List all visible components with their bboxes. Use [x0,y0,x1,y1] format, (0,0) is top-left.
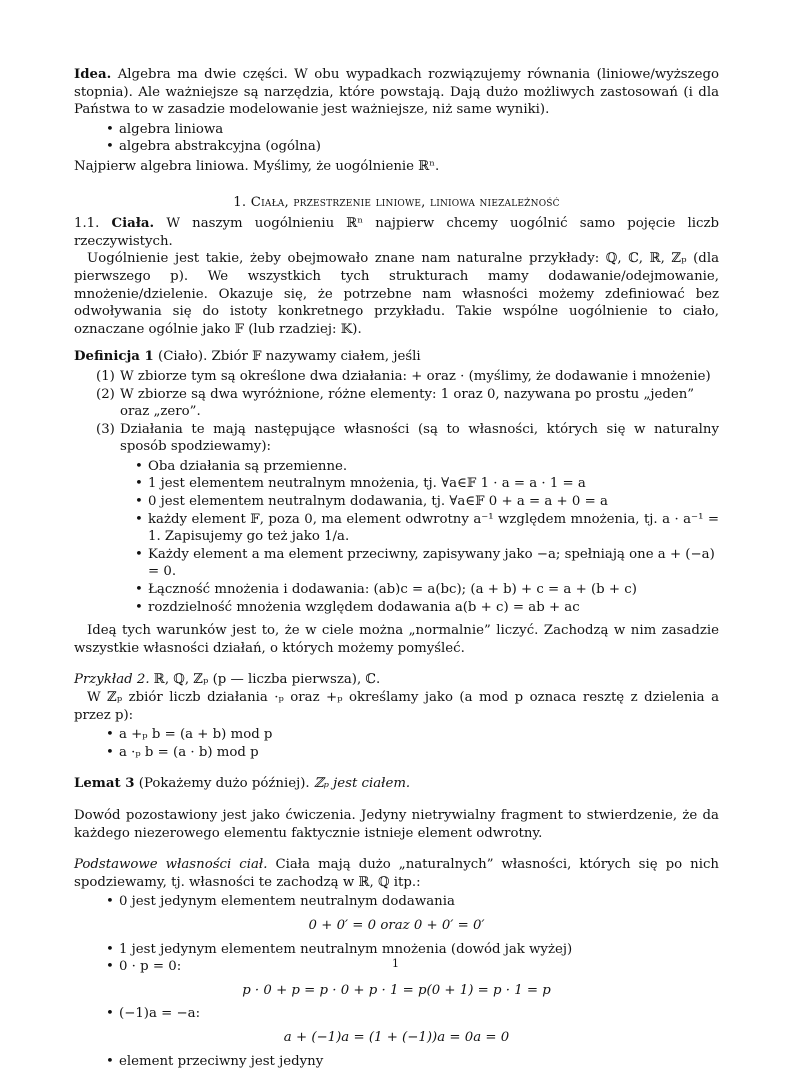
list-item: • a +ₚ b = (a + b) mod p [74,726,719,744]
definition-item [74,421,719,456]
subsection-paragraph: Uogólnienie jest takie, żeby obejmowało znane nam naturalne przykłady: ℚ, ℂ, ℝ, ℤₚ (dla pierwszego p). We wszystkich tych strukturach mamy dodawanie/odejmowanie, mnożenie/dzielenie. Okazuje się, że potrzebne nam własności możemy zdefiniować bez odwoływania się do istoty konkretnego przykładu. Takie wspólne uogólnienie to ciało, oznaczane ogólnie jako 𝔽 (lub rzadziej: 𝕂). [74,251,719,337]
basic-list [74,893,719,911]
list-item: • (−1)a = −a: [74,1005,719,1023]
list-item: • 1 jest elementem neutralnym mnożenia, tj. ∀a∈𝔽 1 · a = a · 1 = a [74,475,719,493]
item-number: (3) [96,421,115,437]
item-text: W zbiorze są dwa wyróżnione, różne elementy: 1 oraz 0, nazywana po prostu „jeden” oraz „zero”. [120,386,695,420]
list-item: • Łączność mnożenia i dodawania: (ab)c = a(bc); (a + b) + c = a + (b + c) [74,581,719,599]
example-text: ℝ, ℚ, ℤₚ (p — liczba pierwsza), ℂ. [153,672,381,688]
section-title: 1. Ciała, przestrzenie liniowe, liniowa niezależność [233,194,560,210]
list-item: • a ·ₚ b = (a · b) mod p [74,744,719,762]
document-page [74,66,719,1072]
item-text: W zbiorze tym są określone dwa działania: + oraz · (myślimy, że dodawanie i mnożenie) [120,368,711,384]
intro-closing: Najpierw algebra liniowa. Myślimy, że uogólnienie ℝⁿ. [74,158,440,174]
item-text: Działania te mają następujące własności (są to własności, których się w naturalny sposób spodziewamy): [120,421,719,455]
intro-list [74,121,719,156]
subsection-title: Ciała. [111,216,155,232]
definition-item [74,368,719,386]
definition-label: Definicja 1 [74,349,154,365]
list-item: • algebra liniowa [74,121,719,139]
intro-label: Idea. [74,67,112,82]
list-item: • element przeciwny jest jedyny [74,1053,719,1071]
basic-list [74,1053,719,1071]
lemma [74,775,719,793]
proof-note: Dowód pozostawiony jest jako ćwiczenia. Jedyny nietrywialny fragment to stwierdzenie, że da każdego niezerowego elementu faktycznie istnieje element odwrotny. [74,807,719,841]
lemma-label: Lemat 3 [74,776,135,792]
definition-item [74,386,719,421]
definition-items [74,368,719,456]
page-number: 1 [392,957,399,970]
display-equation: 0 + 0′ = 0 oraz 0 + 0′ = 0′ [308,917,485,933]
list-item: • 0 jest elementem neutralnym dodawania, tj. ∀a∈𝔽 0 + a = a + 0 = a [74,493,719,511]
definition-text: Zbiór 𝔽 nazywamy ciałem, jeśli [211,349,421,365]
definition-heading [74,348,719,366]
example-text2: W ℤₚ zbiór liczb działania ·ₚ oraz +ₚ określamy jako (a mod p oznaca resztę z dzielenia a przez p): [74,690,719,723]
lemma-text: ℤₚ jest ciałem. [313,776,411,792]
example-label: Przykład 2. [74,672,150,688]
property-list [74,458,719,616]
item-number: (2) [96,386,115,402]
intro-text: Algebra ma dwie części. W obu wypadkach rozwiązujemy równania (liniowe/wyższego stopnia). Ale ważniejsze są narzędzia, które powstają. Dają dużo możliwych zastosowań (i dla Państwa to w zasadzie modelowanie jest ważniejsze, niż same wyniki). [74,67,720,118]
lemma-name: (Pokażemy dużo później). [138,776,310,792]
definition-after: Ideą tych warunków jest to, że w ciele można „normalnie” liczyć. Zachodzą w nim zasadzie wszystkie własności działań, o których możemy pomyśleć. [74,623,719,656]
list-item: • 0 · p = 0: [74,958,719,976]
basic-list [74,1005,719,1023]
intro-paragraph [74,66,719,119]
list-item: • Oba działania są przemienne. [74,458,719,476]
display-equation: a + (−1)a = (1 + (−1))a = 0a = 0 [283,1029,510,1045]
basic-heading [74,856,719,891]
basic-label: Podstawowe własności ciał. [74,857,268,873]
subsection-text: W naszym uogólnieniu ℝⁿ najpierw chcemy uogólnić samo pojęcie liczb rzeczywistych. [74,216,719,249]
example-list [74,726,719,761]
example-heading [74,671,719,689]
list-item: • każdy element 𝔽, poza 0, ma element odwrotny a⁻¹ względem mnożenia, tj. a · a⁻¹ = 1. Zapisujemy go też jako 1/a. [74,511,719,546]
list-item: • 1 jest jedynym elementem neutralnym mnożenia (dowód jak wyżej) [74,941,719,959]
list-item: • 0 jest jedynym elementem neutralnym dodawania [74,893,719,911]
definition-name: (Ciało). [158,349,208,365]
basic-text: Ciała mają dużo „naturalnych” własności, których się po nich spodziewamy, tj. własności te zachodzą w ℝ, ℚ itp.: [74,857,719,890]
subsection-intro [74,215,719,250]
item-number: (1) [96,368,115,384]
list-item: • rozdzielność mnożenia względem dodawania a(b + c) = ab + ac [74,599,719,617]
list-item: • algebra abstrakcyjna (ogólna) [74,138,719,156]
subsection-number: 1.1. [74,216,100,232]
display-equation: p · 0 + p = p · 0 + p · 1 = p(0 + 1) = p · 1 = p [242,982,551,998]
list-item: • Każdy element a ma element przeciwny, zapisywany jako −a; spełniają one a + (−a) = 0. [74,546,719,581]
